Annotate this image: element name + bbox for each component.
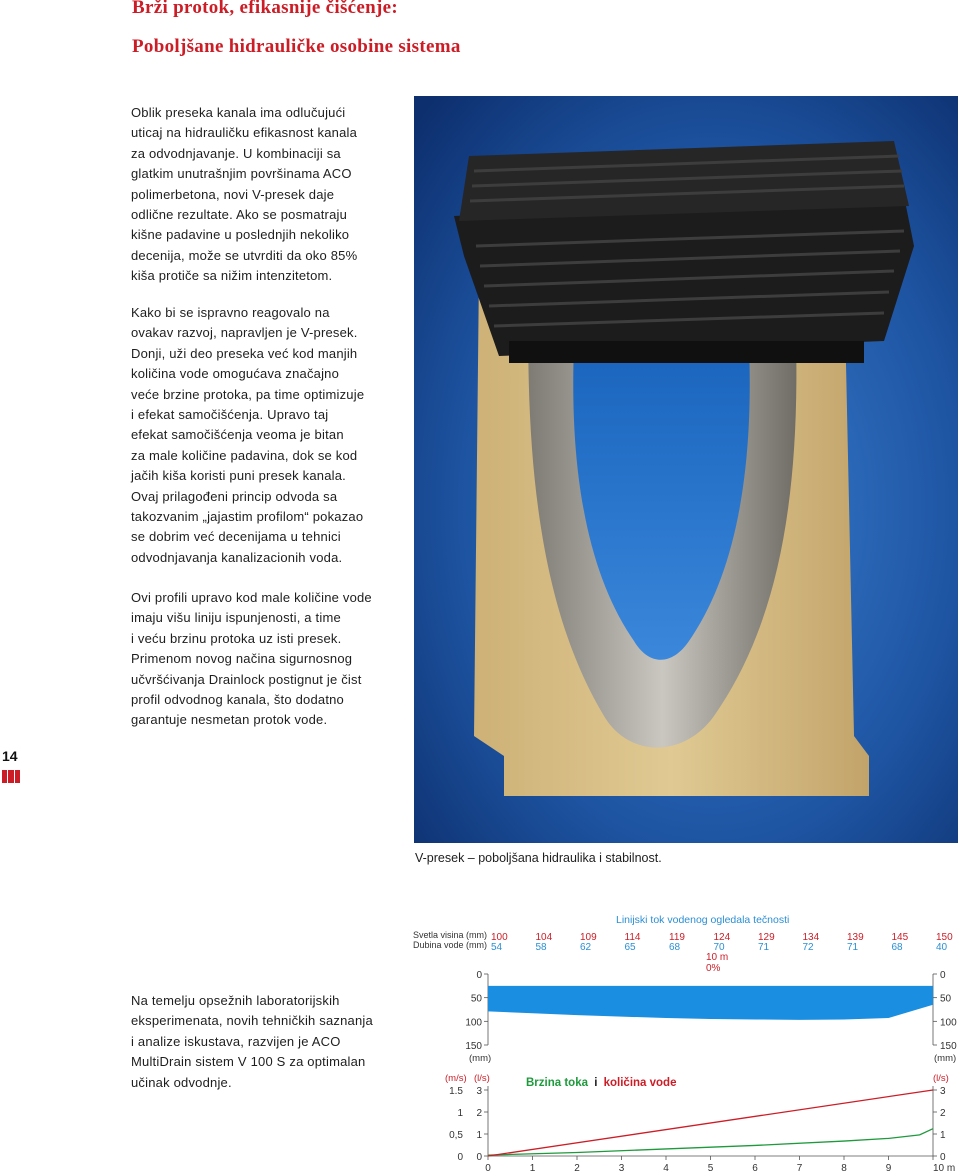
paragraph-line: Ovi profili upravo kod male količine vode (131, 590, 372, 605)
paragraph-line: veće brzine protoka, pa time optimizuje (131, 386, 365, 402)
dubina-value: 62 (580, 942, 592, 953)
svetla-value: 150 (936, 932, 953, 943)
paragraph-line: Ovaj prilagođeni princip odvoda sa (131, 488, 338, 504)
svetla-value: 145 (891, 932, 909, 943)
page-title: Brži protok, efikasnije čišćenje: (132, 0, 399, 18)
paragraph-line: eksperimenata, novih tehničkih saznanja (131, 1013, 373, 1029)
page-number: 14 (2, 748, 18, 764)
upper-tick-label-left: 100 (465, 1017, 482, 1029)
svetla-value: 104 (535, 932, 553, 943)
dubina-value: 72 (802, 942, 814, 953)
dubina-value: 58 (535, 942, 547, 953)
paragraph-line: decenija, može se utvrditi da oko 85% (131, 247, 358, 263)
upper-tick-label-left: 0 (476, 970, 482, 981)
paragraph-profiles (131, 588, 396, 731)
legend-velocity: Brzina toka (526, 1077, 588, 1089)
paragraph-line: Primenom novog načina sigurnosnog (131, 651, 353, 667)
dubina-value: 54 (491, 942, 503, 953)
svetla-value: 119 (669, 932, 685, 943)
paragraph-line: MultiDrain sistem V 100 S za optimalan (131, 1054, 366, 1070)
dubina-value: 68 (891, 942, 903, 953)
paragraph-line: i veću brzinu protoka uz isti presek. (131, 630, 342, 646)
velocity-tick-label: 0,5 (449, 1130, 463, 1141)
page-marker-icon (2, 770, 20, 783)
upper-unit-left: (mm) (469, 1053, 492, 1064)
paragraph-v-profile (131, 303, 396, 568)
quantity-tick-label-right: 2 (940, 1108, 946, 1119)
hydraulic-chart (405, 900, 960, 1175)
x-tick-label: 4 (663, 1163, 669, 1174)
upper-tick-label-left: 50 (470, 993, 482, 1005)
paragraph-line: jačih kiša koristi puni presek kanala. (131, 468, 346, 484)
page-subtitle: Poboljšane hidrauličke osobine sistema (132, 36, 461, 57)
photo-caption: V-presek – poboljšana hidraulika i stabilnost. (415, 851, 662, 865)
paragraph-line: Na temelju opsežnih laboratorijskih (131, 993, 340, 1008)
dubina-value: 65 (624, 942, 636, 953)
water-depth-area (488, 986, 933, 1020)
paragraph-line: glatkim unutrašnjim površinama ACO (131, 166, 352, 182)
upper-tick-label-right: 100 (940, 1017, 957, 1029)
paragraph-line: odlične rezultate. Ako se posmatraju (131, 207, 348, 223)
dubina-value: 71 (847, 942, 859, 953)
x-tick-label: 1 (529, 1163, 536, 1174)
paragraph-line: ovakav razvoj, napravljen je V-presek. (131, 325, 358, 341)
quantity-tick-label-right: 0 (940, 1152, 946, 1163)
paragraph-line: učinak odvodnje. (131, 1074, 232, 1090)
paragraph-lab-results (131, 991, 396, 1093)
unit-ls: (l/s) (474, 1073, 490, 1084)
paragraph-line: kišne padavine u poslednjih nekoliko (131, 227, 350, 243)
paragraph-line: odvodnjavanja kanalizacionih voda. (131, 549, 343, 565)
quantity-tick-label-right: 1 (940, 1130, 946, 1141)
paragraph-line: količina vode omogućava značajno (131, 366, 340, 382)
paragraph-line: za male količine padavina, dok se kod (131, 447, 358, 463)
x-tick-label: 8 (841, 1163, 847, 1174)
svetla-value: 139 (847, 932, 864, 943)
paragraph-line: Donji, uži deo preseka već kod manjih (131, 345, 358, 361)
paragraph-line: i analize iskustava, razvijen je ACO (131, 1033, 341, 1049)
dubina-value: 70 (713, 942, 725, 953)
svetla-value: 114 (624, 932, 641, 943)
x-tick-label: 0 (485, 1163, 491, 1174)
channel-cross-section-image (414, 96, 958, 843)
row-label-dubina: Dubina vode (mm) (413, 940, 488, 950)
paragraph-line: se dobrim već decenijama u tehnici (131, 529, 341, 545)
upper-tick-label-right: 0 (940, 970, 946, 981)
svetla-value: 134 (802, 932, 820, 943)
x-tick-label: 10 m (933, 1163, 956, 1174)
lower-legend (526, 1077, 676, 1089)
paragraph-line: Oblik preseka kanala ima odlučujući (131, 105, 346, 120)
x-tick-label: 6 (752, 1163, 758, 1174)
velocity-tick-label: 1 (457, 1108, 463, 1119)
x-tick-label: 7 (796, 1163, 803, 1174)
paragraph-line: garantuje nesmetan protok vode. (131, 712, 328, 728)
quantity-tick-label-left: 1 (476, 1130, 482, 1141)
paragraph-intro (131, 103, 396, 287)
mark-10m: 10 m (706, 952, 729, 963)
paragraph-line: kiša protiče sa nižim intenzitetom. (131, 268, 333, 284)
paragraph-line: imaju višu liniju ispunjenosti, a time (131, 610, 341, 626)
upper-tick-label-right: 50 (940, 993, 952, 1005)
svetla-value: 124 (713, 932, 731, 943)
mark-0pct: 0% (706, 963, 721, 974)
x-tick-label: 9 (885, 1163, 892, 1174)
quantity-tick-label-left: 3 (476, 1086, 482, 1097)
upper-unit-right: (mm) (934, 1053, 957, 1064)
channel-photo (414, 96, 958, 843)
velocity-tick-label: 0 (457, 1152, 463, 1163)
paragraph-line: takozvanim „jajastim profilom“ pokazao (131, 509, 364, 525)
paragraph-line: učvršćivanja Drainlock postignut je čist (131, 671, 362, 687)
x-tick-label: 5 (707, 1163, 714, 1174)
svetla-value: 109 (580, 932, 597, 943)
paragraph-line: Kako bi se ispravno reagovalo na (131, 305, 330, 320)
dubina-value: 71 (758, 942, 770, 953)
legend-quantity: količina vode (603, 1077, 677, 1089)
legend-and: i (594, 1077, 598, 1089)
paragraph-line: uticaj na hidrauličku efikasnost kanala (131, 125, 358, 141)
paragraph-line: profil odvodnog kanala, što dodatno (131, 692, 344, 708)
x-tick-label: 3 (618, 1163, 625, 1174)
chart-title: Linijski tok vodenog ogledala tečnosti (616, 914, 790, 926)
quantity-line (488, 1090, 933, 1156)
svetla-value: 129 (758, 932, 775, 943)
paragraph-line: polimerbetona, novi V-presek daje (131, 186, 335, 202)
row-label-svetla: Svetla visina (mm) (413, 930, 488, 940)
paragraph-line: efekat samočišćenja veoma je bitan (131, 427, 344, 443)
unit-ms: (m/s) (445, 1073, 467, 1084)
paragraph-line: i efekat samočišćenja. Upravo taj (131, 407, 329, 423)
dubina-value: 40 (936, 942, 948, 953)
quantity-tick-label-right: 3 (940, 1086, 946, 1097)
dubina-value: 68 (669, 942, 681, 953)
upper-tick-label-right: 150 (940, 1041, 957, 1052)
upper-tick-label-left: 150 (465, 1041, 482, 1052)
svetla-value: 100 (491, 932, 508, 943)
unit-ls-right: (l/s) (933, 1073, 949, 1084)
paragraph-line: za odvodnjavanje. U kombinaciji sa (131, 145, 341, 161)
quantity-tick-label-left: 0 (476, 1152, 482, 1163)
velocity-line (488, 1129, 933, 1155)
quantity-tick-label-left: 2 (476, 1108, 482, 1119)
x-tick-label: 2 (574, 1163, 580, 1174)
velocity-tick-label: 1.5 (449, 1086, 463, 1097)
